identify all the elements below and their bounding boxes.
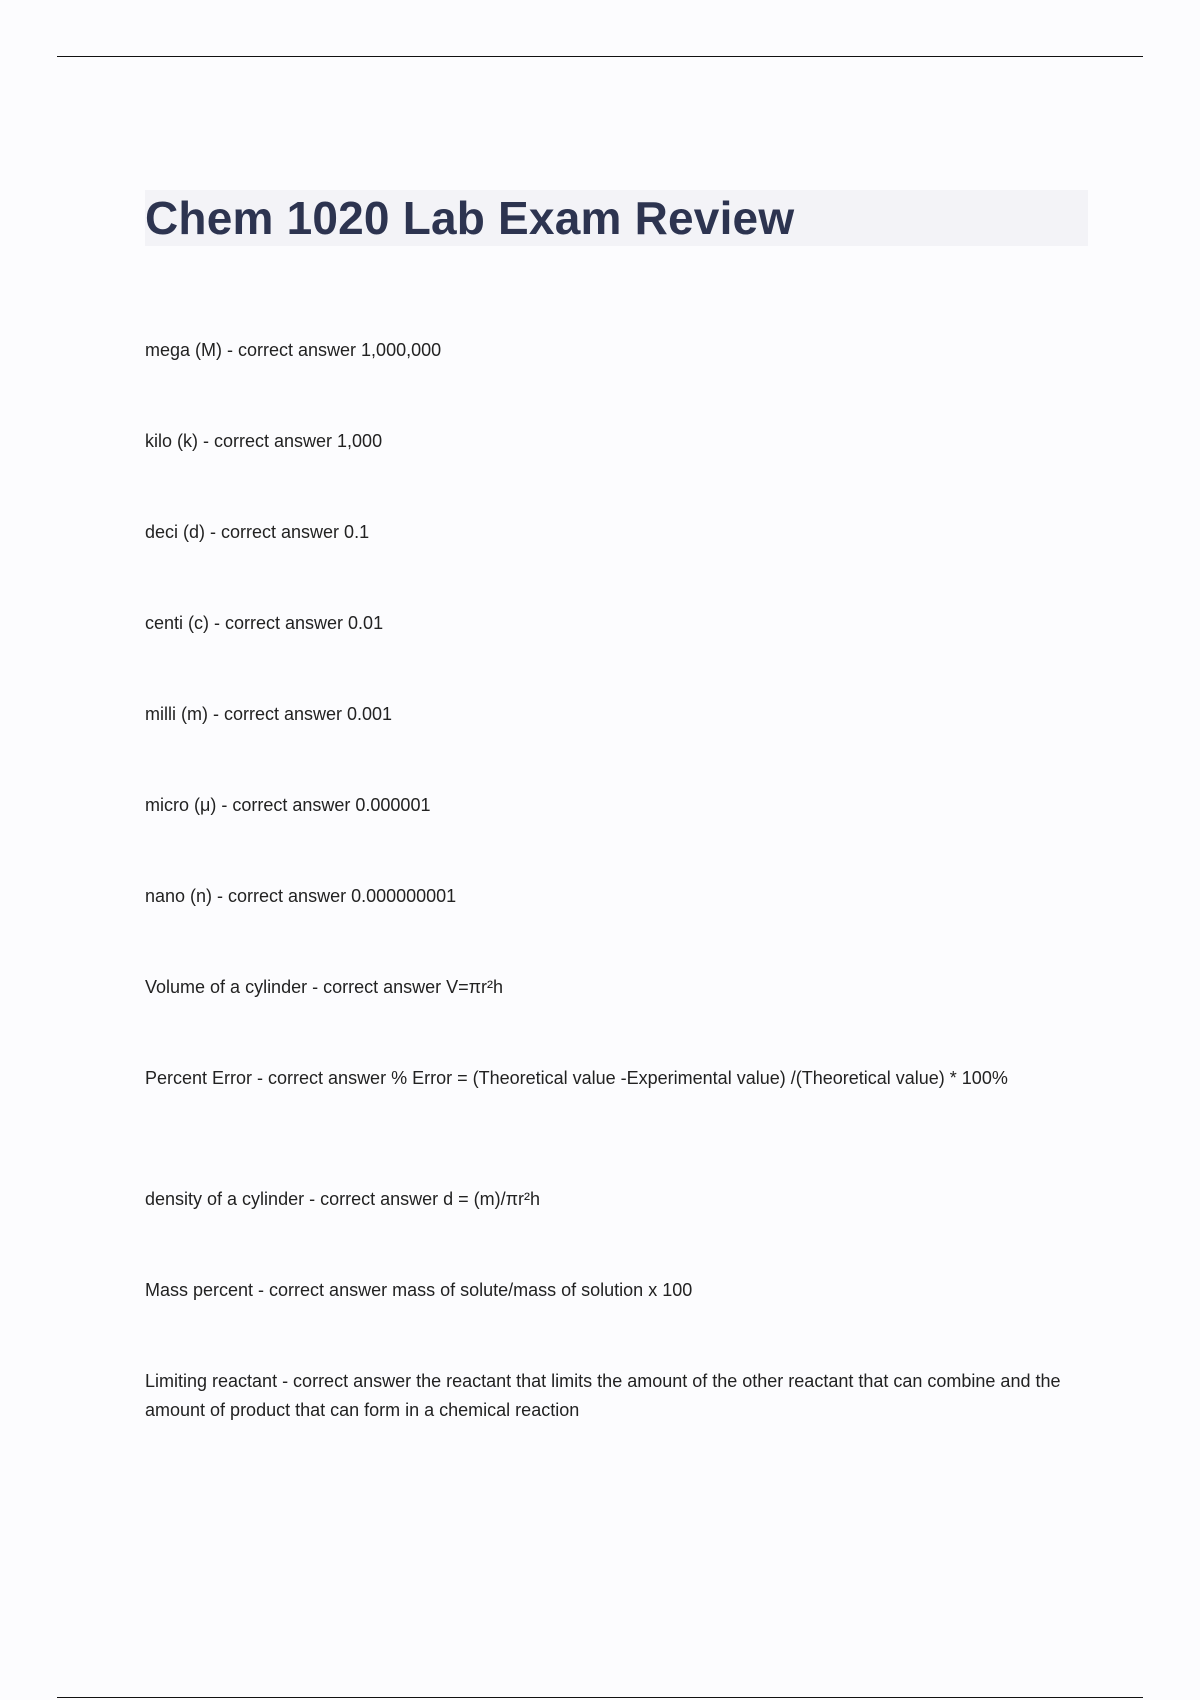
- document-title: Chem 1020 Lab Exam Review: [145, 192, 795, 244]
- review-entry-cylinder-density: density of a cylinder - correct answer d = (m)/πr²h: [145, 1189, 541, 1209]
- review-entry-micro: micro (μ) - correct answer 0.000001: [145, 795, 431, 815]
- header-divider: [57, 56, 1143, 57]
- review-entry-nano: nano (n) - correct answer 0.000000001: [145, 886, 457, 906]
- review-entry-mass-percent: Mass percent - correct answer mass of solute/mass of solution x 100: [145, 1280, 693, 1300]
- review-entry-milli: milli (m) - correct answer 0.001: [145, 704, 393, 724]
- review-entry-cylinder-volume: Volume of a cylinder - correct answer V=πr²h: [145, 977, 504, 997]
- review-entry-mega: mega (M) - correct answer 1,000,000: [145, 340, 442, 360]
- review-entry-limiting-reactant: Limiting reactant - correct answer the reactant that limits the amount of the other reactant that can combine and the amount of product that can form in a chemical reaction: [145, 1371, 1061, 1420]
- review-entry-kilo: kilo (k) - correct answer 1,000: [145, 431, 383, 451]
- review-entry-centi: centi (c) - correct answer 0.01: [145, 613, 384, 633]
- review-entry-deci: deci (d) - correct answer 0.1: [145, 522, 370, 542]
- review-entry-percent-error: Percent Error - correct answer % Error = (Theoretical value -Experimental value) /(Theoretical value) * 100%: [145, 1068, 1008, 1088]
- footer-divider: [57, 1697, 1143, 1698]
